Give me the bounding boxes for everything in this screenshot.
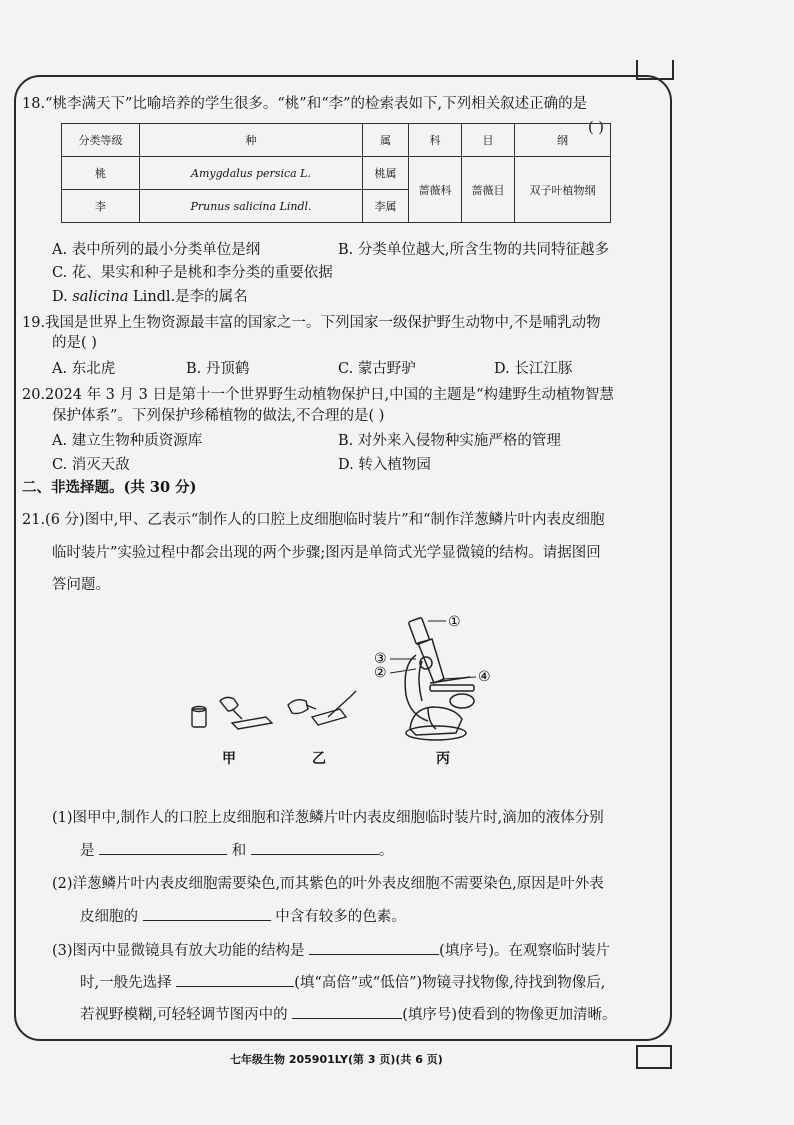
sub2-suffix: 中含有较多的色素。 [275,909,406,925]
figure-yi-drawing [288,691,356,725]
sub3-line1-suffix: (填序号)。在观察临时装片 [439,943,610,959]
q19-option-a[interactable]: A. 东北虎 [52,361,116,377]
answer-blank-5[interactable] [176,972,294,987]
q18-stem: 18.“桃李满天下”比喻培养的学生很多。“桃”和“李”的检索表如下,下列相关叙述正确的是 [22,96,588,112]
q20-option-c[interactable]: C. 消灭天敌 [52,457,130,473]
table-header: 种 [140,124,363,157]
table-header: 科 [409,124,462,157]
q19-option-b[interactable]: B. 丹顶鹤 [186,361,250,377]
sub2-prefix: 皮细胞的 [80,909,138,925]
q19-option-c[interactable]: C. 蒙古野驴 [338,361,416,377]
q18-option-a[interactable]: A. 表中所列的最小分类单位是纲 [52,242,261,258]
q21-sub3-line2 [80,972,605,993]
callout-4-label: ④ [478,669,491,685]
table-cell-species: Prunus salicina Lindl. [140,190,363,223]
q20-line2: 保护体系”。下列保护珍稀植物的做法,不合理的是( ) [52,408,385,424]
sub3-line1-prefix: (3)图丙中显微镜具有放大功能的结构是 [52,943,305,959]
q21-sub3-line3 [80,1004,617,1025]
figure-label-yi: 乙 [312,751,326,767]
table-cell-name: 桃 [62,157,140,190]
q21-sub1-line1: (1)图甲中,制作人的口腔上皮细胞和洋葱鳞片叶内表皮细胞临时装片时,滴加的液体分别 [52,810,604,826]
answer-blank-4[interactable] [309,940,439,955]
q20-line1: 20.2024 年 3 月 3 日是第十一个世界野生动植物保护日,中国的主题是“构建野生动植物智慧 [22,387,614,403]
table-cell-name: 李 [62,190,140,223]
sub3-line3-suffix: (填序号)使看到的物像更加清晰。 [402,1007,617,1023]
option-d-prefix: D. [52,289,68,305]
figure-jia-drawing [192,697,272,729]
sub1-mid: 和 [231,843,247,859]
table-cell-species: Amygdalus persica L. [140,157,363,190]
q21-line2: 临时装片”实验过程中都会出现的两个步骤;图丙是单筒式光学显微镜的结构。请据图回 [52,545,601,561]
sub1-prefix: 是 [80,843,95,859]
q20-option-d[interactable]: D. 转入植物园 [338,457,431,473]
q20-option-a[interactable]: A. 建立生物种质资源库 [52,433,203,449]
section-heading: 二、非选择题。(共 30 分) [22,479,197,496]
q18-option-b[interactable]: B. 分类单位越大,所含生物的共同特征越多 [338,242,609,258]
page-corner-mark-bottom [636,1045,672,1069]
callout-2-label: ② [374,665,387,681]
q21-sub2-line1: (2)洋葱鳞片叶内表皮细胞需要染色,而其紫色的叶外表皮细胞不需要染色,原因是叶外表 [52,876,604,892]
q18-option-d[interactable] [52,287,248,307]
table-header: 属 [363,124,409,157]
table-header: 目 [462,124,515,157]
q20-option-b[interactable]: B. 对外来入侵物种实施严格的管理 [338,433,561,449]
q19-option-d[interactable]: D. 长江江豚 [494,361,573,377]
q19-line2: 的是( ) [52,335,97,351]
q21-sub2-line2 [80,906,406,927]
table-cell-genus: 李属 [363,190,409,223]
table-header: 纲 [515,124,611,157]
table-header: 分类等级 [62,124,140,157]
sub3-line3-prefix: 若视野模糊,可轻轻调节图丙中的 [80,1007,288,1023]
sub3-line2-suffix: (填“高倍”或“低倍”)物镜寻找物像,待找到物像后, [294,975,606,991]
q21-sub1-line2 [80,840,393,861]
answer-blank-6[interactable] [292,1004,402,1019]
figure-bing-microscope [405,617,474,740]
callout-1-label: ① [448,614,461,630]
table-row [62,157,611,190]
callout-lines [390,621,476,679]
q21-sub3-line1 [52,940,610,961]
q19-line1: 19.我国是世界上生物资源最丰富的国家之一。下列国家一级保护野生动物中,不是哺乳动物 [22,315,601,331]
q21-line1: 21.(6 分)图中,甲、乙表示“制作人的口腔上皮细胞临时装片”和“制作洋葱鳞片叶内表皮细胞 [22,512,605,528]
table-cell-order: 蔷薇目 [462,157,515,223]
table-cell-class: 双子叶植物纲 [515,157,611,223]
table-cell-family: 蔷薇科 [409,157,462,223]
option-d-rest: Lindl.是李的属名 [133,289,248,305]
callout-3-label: ③ [374,651,387,667]
figure-label-jia: 甲 [222,751,236,767]
sub1-end: 。 [378,843,394,859]
table-cell-genus: 桃属 [363,157,409,190]
q18-answer-bracket: ( ) [588,120,604,136]
classification-table [61,123,611,223]
sub3-line2-prefix: 时,一般先选择 [80,975,172,991]
answer-blank-1[interactable] [99,840,227,855]
figure-label-bing: 丙 [436,751,450,767]
answer-blank-3[interactable] [143,906,271,921]
option-d-italic: salicina [72,289,129,305]
answer-blank-2[interactable] [251,840,379,855]
page-footer: 七年级生物 205901LY(第 3 页)(共 6 页) [230,1053,443,1066]
q21-line3: 答问题。 [52,577,110,593]
q18-option-c[interactable]: C. 花、果实和种子是桃和李分类的重要依据 [52,265,333,281]
